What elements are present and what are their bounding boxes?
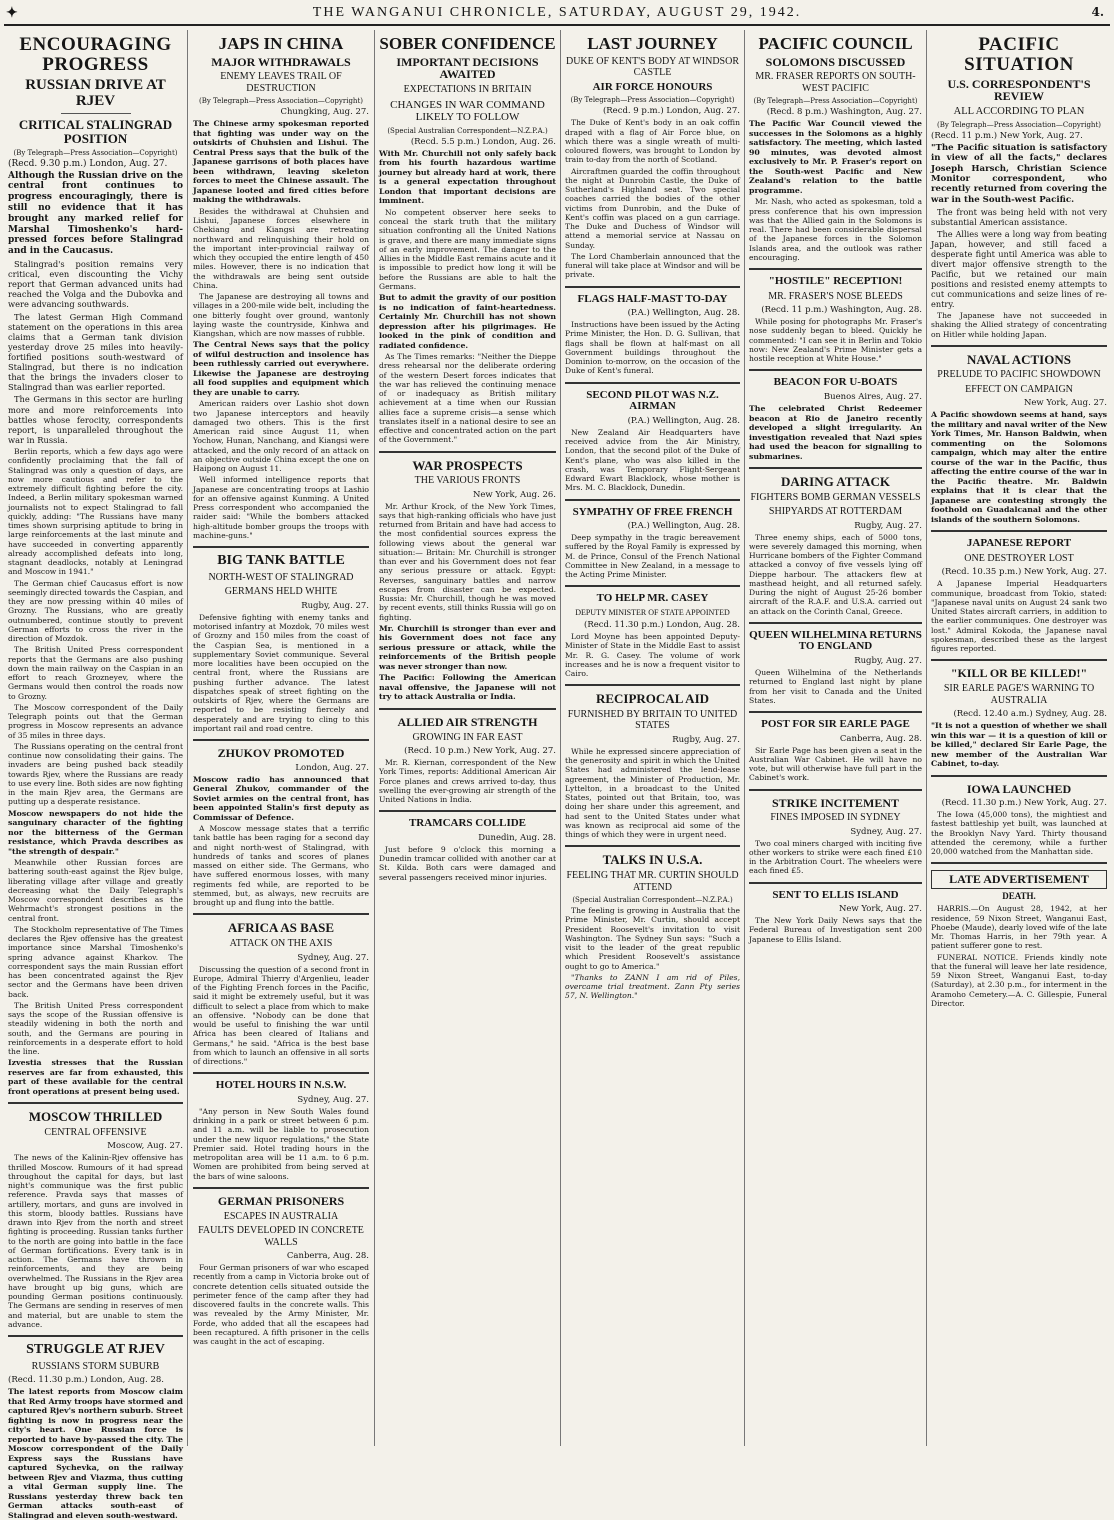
dateline: (P.A.) Wellington, Aug. 28. bbox=[627, 308, 740, 319]
paragraph: Mr. Nash, who acted as spokesman, told a press conference that his own impression was that the Allied gain in the Solomons is real. There had been considerable dispersal of the Japanese forces in the Solomon Islands area, and the outlook was rather encouraging. bbox=[749, 197, 922, 262]
subhead: MAJOR WITHDRAWALS bbox=[211, 54, 351, 69]
paragraph-bold: Izvestia stresses that the Russian reserves are far from exhausted, this part of these available for the central front operations at present being used. bbox=[8, 1058, 183, 1096]
paragraph: The Lord Chamberlain announced that the funeral will take place at Windsor and will be private. bbox=[565, 251, 740, 280]
paragraph: The Iowa (45,000 tons), the mightiest and fastest battleship yet built, was launched at the Brooklyn Navy Yard. Thirty thousand attended the ceremony, while a further 20,000 watched from the Manhattan side. bbox=[931, 810, 1107, 857]
paragraph: Deep sympathy in the tragic bereavement suffered by the Royal Family is expressed by M. de Prince, Consul of the French National Committee in New Zealand, in a message to the Acting Prime Minister. bbox=[565, 533, 740, 580]
paragraph: The Allies were a long way from beating Japan, however, and still faced a desperate fight until America was able to divert major offensive strength to the Pacific, but we retained our main positions and resisted enemy attempts to cut communications and seize lines of re-entry. bbox=[931, 229, 1107, 309]
headline-tramcars-collide: TRAMCARS COLLIDE bbox=[408, 817, 527, 830]
subhead: DUKE OF KENT'S BODY AT WINDSOR CASTLE bbox=[565, 55, 740, 79]
paragraph: Two coal miners charged with inciting five other workers to strike were each fined £10 in the Arbitration Court. The wheelers were each fined £5. bbox=[749, 838, 922, 876]
paragraph: The Stockholm representative of The Times declares the Rjev offensive has the greatest importance since Marshal Timoshenko's spring advance against Kharkov. The correspondent says the main Russian effort has been concentrated against the Rjev sector and the Germans have been driven back. bbox=[8, 924, 183, 999]
headline-to-help-mr-casey: TO HELP MR. CASEY bbox=[596, 592, 709, 605]
headline-sober-confidence: SOBER CONFIDENCE bbox=[379, 34, 556, 53]
headline-beacon-for-u-boats: BEACON FOR U-BOATS bbox=[773, 376, 898, 389]
dateline: (Recd. 12.40 a.m.) Sydney, Aug. 28. bbox=[953, 709, 1107, 720]
dateline: London, Aug. 27. bbox=[295, 762, 369, 773]
headline-daring-attack: DARING ATTACK bbox=[781, 474, 890, 490]
paragraph: Mr. R. Kiernan, correspondent of the New York Times, reports: Additional American Air Force planes and crews arrived to-day, thus swelling the ever-growing air strength of the United Nations in India. bbox=[379, 758, 556, 805]
dateline: (P.A.) Wellington, Aug. 28. bbox=[627, 521, 740, 532]
subhead: ENEMY LEAVES TRAIL OF DESTRUCTION bbox=[220, 71, 342, 94]
dateline: (Recd. 9.30 p.m.) London, Aug. 27. bbox=[8, 158, 168, 169]
advertisement: "Thanks to ZANN I am rid of Piles, overcame trial treatment. Zann Pty series 57, N. Wellington." bbox=[565, 972, 740, 1001]
subhead: SHIPYARDS AT ROTTERDAM bbox=[768, 506, 903, 518]
column-2 bbox=[193, 32, 369, 1446]
dateline: Canberra, Aug. 28. bbox=[286, 1251, 369, 1261]
paragraph-bold: Moscow radio has announced that General Zhukov, commander of the Soviet armies on the central front, has been appointed Stalin's first deputy as Commissar of Defence. bbox=[193, 774, 369, 822]
paragraph: A Japanese Imperial Headquarters communique, broadcast from Tokio, stated: "Japanese naval units on August 24 sank two United States aircraft carriers, in addition to the earlier communiques. One destroyer was lost." Admiral Kokoda, the Japanese naval spokesman, described these as the largest figures reported. bbox=[931, 579, 1107, 654]
paragraph: No competent observer here seeks to conceal the stark truth that the military situation confronting all the United Nations is grave, and there are many immediate signs of an early improvement. The danger to the Allies in the Middle East remains acute and it is impossible to predict how long it will be before the Russians are able to halt the Germans. bbox=[379, 207, 556, 291]
subhead: GROWING IN FAR EAST bbox=[412, 731, 523, 743]
subhead: MR. FRASER'S NOSE BLEEDS bbox=[768, 290, 903, 302]
subhead: ONE DESTROYER LOST bbox=[964, 552, 1074, 564]
subhead: CHANGES IN WAR COMMAND LIKELY TO FOLLOW bbox=[390, 98, 545, 124]
dateline: (Recd. 11.30 p.m.) London, Aug. 28. bbox=[584, 620, 740, 631]
paragraph: The New York Daily News says that the Federal Bureau of Investigation sent 200 Japanese to Ellis Island. bbox=[749, 916, 922, 944]
paragraph: The news of the Kalinin-Rjev offensive has thrilled Moscow. Rumours of it had spread throughout the capital for days, but last night's communique was the first public reference. Pravda says that masses of artillery, mortars, and guns are involved in this storm, bloody battles. Russians have drawn into Rjev from the north and street fighting is proceeding. Russian tanks further to the north are going into battle in the face of German fortifications. Every tank is in action. The Germans have thrown in reinforcements, and they are being overwhelmed. The Russians in the Rjev area have brought up big guns, which are pounding German positions continuously. The Germans are sending in reserves of men and material, but are unable to stem the advance. bbox=[8, 1153, 183, 1329]
paragraph: Discussing the question of a second front in Europe, Admiral Thierry d'Argenlieu, leader of the Fighting French forces in the Pacific, said it might be extremely useful, but it was difficult to select a place from which to make an offensive. "Nobody can be done that would be useful to finishing the war until Africa has been cleared of Italians and Germans," he said. "Africa is the best base from which to launch an offensive in all sorts of directions." bbox=[193, 964, 369, 1067]
dateline: New York, Aug. 27. bbox=[838, 904, 922, 915]
subhead: GERMANS HELD WHITE bbox=[224, 586, 338, 598]
subhead: RUSSIANS STORM SUBURB bbox=[31, 1360, 160, 1372]
headline-hotel-hours: HOTEL HOURS IN N.S.W. bbox=[215, 1079, 347, 1092]
dateline: Moscow, Aug. 27. bbox=[107, 1141, 183, 1152]
headline-pacific-council: PACIFIC COUNCIL bbox=[758, 34, 913, 53]
paragraph: American raiders over Lashio shot down two Japanese interceptors and heavily damaged two others. This is the first American raid since August 11, when Yochow, Hunan, Nanchang, and Kiangsi were attacked, and the only record of an attack on an objective outside China except the one on Haipong on August 11. bbox=[193, 399, 369, 474]
paragraph: "Any person in New South Wales found drinking in a park or street between 6 p.m. and 11 a.m. will be liable to prosecution under the new liquor regulations," the State Premier said. Hotel trading hours in the metropolitan area will be 11 a.m. to 6 p.m. Women are prohibited from being served at the bars of wine saloons. bbox=[193, 1106, 369, 1181]
headline-iowa-launched: IOWA LAUNCHED bbox=[966, 781, 1072, 796]
paragraph: The Russians operating on the central front continue now consolidating their gains. The invaders are being pushed back steadily towards Rjev, where the Russians are ready to use every line. Both sides are now fighting in the main Rjev area, the Germans are putting up a desperate resistance. bbox=[8, 741, 183, 807]
paragraph: While he expressed sincere appreciation of the generosity and spirit in which the United States had administered the lend-lease agreement, the Minister of Production, Mr. Lyttelton, in a broadcast to the United States, pointed out that Britain, too, was doing her share under this agreement, and had sent to the United States under what was known as reciprocal aid some of the things of which they were in urgent need. bbox=[565, 746, 740, 840]
subhead: FEELING THAT MR. CURTIN SHOULD ATTEND bbox=[566, 870, 739, 893]
paragraph: The German chief Caucasus effort is now seemingly directed towards the Caspian, and they are now pressing within 40 miles of Grozny. The Russians, who are greatly outnumbered, continue stoutly to prevent German efforts to cross the river in the direction of Mozdok. bbox=[8, 578, 183, 643]
paragraph: Stalingrad's position remains very critical, even discounting the Vichy report that German advanced units had reached the Volga and the Dubovka and were advancing southwards. bbox=[8, 259, 183, 310]
column-6 bbox=[931, 32, 1107, 1446]
column-rule bbox=[560, 30, 561, 1446]
credit-line: (Special Australian Correspondent—N.Z.P.A.) bbox=[387, 126, 548, 135]
headline-last-journey: LAST JOURNEY bbox=[587, 34, 718, 53]
subhead: SIR EARLE PAGE'S WARNING TO AUSTRALIA bbox=[943, 683, 1095, 706]
subhead: ALL ACCORDING TO PLAN bbox=[953, 106, 1085, 118]
paragraph-bold: A Pacific showdown seems at hand, says the military and naval writer of the New York Times, Mr. Hanson Baldwin, when commenting on the Solomons campaign, which may alter the entire course of the war in the Pacific, thus affecting the entire course of the war in the Pacific theatre. Mr. Baldwin explains that it is clear that the Japanese are contesting strongly the foothold on Guadalcanal and the other islands of the southern Solomons. bbox=[931, 410, 1107, 524]
paragraph: Lord Moyne has been appointed Deputy-Minister of State in the Middle East to assist Mr. R. G. Casey. The volume of work increases and he is now a frequent visitor to Cairo. bbox=[565, 632, 740, 679]
paragraph: The front was being held with not very substantial American assistance. bbox=[931, 207, 1107, 227]
dateline: Sydney, Aug. 27. bbox=[850, 826, 922, 837]
paragraph: Sir Earle Page has been given a seat in the Australian War Cabinet. He will have no vote, but will otherwise have full part in the Cabinet's work. bbox=[749, 745, 922, 783]
subhead: IMPORTANT DECISIONS AWAITED bbox=[396, 54, 539, 82]
subhead: FINES IMPOSED IN SYDNEY bbox=[770, 812, 901, 824]
dateline: (Recd. 11.30 p.m.) New York, Aug. 27. bbox=[941, 798, 1107, 809]
column-rule bbox=[187, 30, 188, 1446]
column-3 bbox=[379, 32, 556, 1446]
paragraph: The feeling is growing in Australia that the Prime Minister, Mr. Curtin, should accept President Roosevelt's invitation to visit Washington. The Sydney Sun says: "Such a visit to the leader of the great republic which President Roosevelt's assistance ought to go to America." bbox=[565, 906, 740, 971]
subhead: THE VARIOUS FRONTS bbox=[414, 475, 521, 487]
dateline: Rugby, Aug. 27. bbox=[854, 520, 922, 531]
dateline: Rugby, Aug. 27. bbox=[301, 600, 369, 611]
subhead: SOLOMONS DISCUSSED bbox=[765, 54, 906, 69]
column-rule bbox=[374, 30, 375, 1446]
headline-hostile-reception: "HOSTILE" RECEPTION! bbox=[768, 275, 903, 288]
paragraph: Berlin reports, which a few days ago were confidently proclaiming that the fall of Stalingrad was only a question of days, are now more cautious and refer to the extremely difficult fighting before the city. Indeed, a Berlin military spokesman warned journalists not to expect Stalingrad to fall quickly, adding: "The Russians have many times shown surprising aptitude to bring in large reinforcements at the last minute and have succeeded in converting apparently already accomplished defeats into long, stagnant deadlocks, notably at Leningrad and Moscow in 1941." bbox=[8, 447, 183, 577]
headline-flags-half-mast: FLAGS HALF-MAST TO-DAY bbox=[577, 292, 728, 305]
credit-line: (By Telegraph—Press Association—Copyright) bbox=[570, 96, 735, 105]
headline-post-for-sir-earle-page: POST FOR SIR EARLE PAGE bbox=[761, 718, 910, 731]
paragraph: Just before 9 o'clock this morning a Dunedin tramcar collided with another car at St. Kilda. Both cars were damaged and several passengers received minor injuries. bbox=[379, 844, 556, 882]
paragraph: As The Times remarks: "Neither the Dieppe dress rehearsal nor the deliberate ordering of the western Desert forces indicates that the war has relieved the continuing menace of or inadequacy as British military achievement at a time when our Russian allies face a supreme crisis—a sense which translates itself in a national desire to see an effective and concentrated action on the part of the Government." bbox=[379, 352, 556, 445]
headline-zhukov-promoted: ZHUKOV PROMOTED bbox=[217, 746, 345, 761]
headline-german-prisoners: GERMAN PRISONERS bbox=[217, 1193, 345, 1208]
subhead: FIGHTERS BOMB GERMAN VESSELS bbox=[750, 491, 921, 503]
paragraph-bold: "It is not a question of whether we shall win this war — it is a question of kill or be killed," declared Sir Earle Page, the new member of the Australian War Cabinet, to-day. bbox=[931, 721, 1107, 769]
headline-pacific-situation: PACIFIC SITUATION bbox=[964, 34, 1074, 75]
death-heading: DEATH. bbox=[1002, 890, 1036, 901]
credit-line: (By Telegraph—Press Association—Copyright) bbox=[13, 148, 178, 157]
dateline: (Recd. 8 p.m.) Washington, Aug. 27. bbox=[766, 107, 922, 118]
dateline: Buenos Aires, Aug. 27. bbox=[823, 392, 922, 403]
subhead-russian-drive: RUSSIAN DRIVE AT RJEV bbox=[25, 76, 166, 109]
subhead: ESCAPES IN AUSTRALIA bbox=[223, 1210, 339, 1222]
column-5 bbox=[749, 32, 922, 1446]
paragraph: Well informed intelligence reports that Japanese are concentrating troops at Lashio for an offensive against Kunming. A United Press correspondent who accompanied the raider said: "While the bombers attacked high-altitude bomber groups the troops with machine-guns." bbox=[193, 475, 369, 540]
lead-paragraph: The Pacific War Council viewed the successes in the Solomons as a highly satisfactory. The meeting, which lasted 90 minutes, was devoted almost exclusively to Mr. P. Fraser's report on the South-west Pacific and New Zealand's relation to the battle programme. bbox=[749, 119, 922, 195]
subhead: CENTRAL OFFENSIVE bbox=[44, 1126, 147, 1138]
paragraph-bold: Moscow newspapers do not hide the sanguinary character of the fighting nor the bitterness of the German resistance, which Pravda describes as "the strength of despair." bbox=[8, 808, 183, 856]
dateline: Dunedin, Aug. 28. bbox=[478, 832, 556, 843]
paragraph: Defensive fighting with enemy tanks and motorised infantry at Mozdok, 70 miles west of Grozny and 150 miles from the coast of the Caspian Sea, is mentioned in a supplementary Soviet communique. Several more localities have been occupied on the central front, where the Russians are pushing further advance. The latest dispatches speak of street fighting on the outskirts of Rjev, where the Germans are reported to be resisting fiercely and desperately and are trying to cling to this important rail and road centre. bbox=[193, 612, 369, 733]
dateline: (Recd. 11 p.m.) Washington, Aug. 28. bbox=[761, 305, 922, 316]
page-number: 4. bbox=[1091, 5, 1104, 19]
paragraph: The British United Press correspondent says the scope of the Russian offensive is steadily widening in both the north and south, and the Germans are pouring in reinforcements in a desperate effort to hold the line. bbox=[8, 1000, 183, 1056]
headline-queen-wilhelmina: QUEEN WILHELMINA RETURNS TO ENGLAND bbox=[749, 628, 922, 653]
paragraph-bold: The latest reports from Moscow claim that Red Army troops have stormed and captured Rjev's northern suburb. Street fighting is now in progress near the city's heart. One Russian force is reported to have by-passed the city. The Moscow correspondent of the Daily Express says the Russians have captured Sychevka, on the railway between Rjev and Viazma, thus cutting a vital German supply line. The Russians yesterday threw back ten German attacks south-east of Stalingrad and eleven south-westward. bbox=[8, 1387, 183, 1520]
headline-encouraging-progress: ENCOURAGING PROGRESS bbox=[19, 34, 172, 75]
paragraph: Mr. Arthur Krock, of the New York Times, says that high-ranking officials who have just returned from Britain and have had access to the most confidential sources express the following views about the general war situation:— Britain: Mr. Churchill is stronger than ever and his Government does not fear any serious pressure or attack. Egypt: Reverses, sanguinary battles and narrow escapes from disaster can be expected. Russia: Mr. Churchill, though he was moved by recent events, still thinks Russia will go on fighting. bbox=[379, 501, 556, 622]
subhead-stalingrad: CRITICAL STALINGRAD POSITION bbox=[18, 117, 173, 147]
subhead: FAULTS DEVELOPED IN CONCRETE WALLS bbox=[198, 1225, 364, 1248]
paragraph-bold: Mr. Churchill is stronger than ever and his Government does not face any serious pressure or attack, while the reinforcements of the British people was never stronger than now. bbox=[379, 623, 556, 671]
paragraph-bold: The celebrated Christ Redeemer beacon at Rio de Janeiro recently developed a slight irregularity. An investigation revealed that Nazi spies had used the beacon for signalling to submarines. bbox=[749, 404, 922, 461]
dateline: Canberra, Aug. 28. bbox=[839, 733, 922, 744]
headline-africa-as-base: AFRICA AS BASE bbox=[227, 920, 335, 936]
corner-mark: ✦ bbox=[6, 5, 18, 21]
paragraph: Aircraftmen guarded the coffin throughout the night at Dunrobin Castle, the Duke of Sutherland's Highland seat. Two special coaches carried the bodies of the other victims from Dunrobin, and the Duke of Kent's coffin was placed on a gun carriage. The Duke and Duchess of Windsor will attend a memorial service at Nassau on Sunday. bbox=[565, 166, 740, 250]
subhead: FURNISHED BY BRITAIN TO UNITED STATES bbox=[567, 708, 738, 732]
subhead: AIR FORCE HONOURS bbox=[592, 80, 713, 93]
dateline: (Recd. 10.35 p.m.) New York, Aug. 27. bbox=[941, 567, 1107, 578]
paragraph: Meanwhile other Russian forces are battering south-east against the Rjev bulge, liberating village after village and greatly decreasing what the Daily Telegraph's Moscow correspondent describes as the Wehrmacht's strongest positions in the central front. bbox=[8, 858, 183, 923]
dateline: (P.A.) Wellington, Aug. 28. bbox=[627, 415, 740, 426]
dateline: (Recd. 11.30 p.m.) London, Aug. 28. bbox=[8, 1375, 164, 1386]
credit-line: (By Telegraph—Press Association—Copyright) bbox=[199, 97, 363, 106]
dateline: Chungking, Aug. 27. bbox=[280, 107, 369, 118]
column-rule bbox=[744, 30, 745, 1446]
masthead bbox=[0, 2, 1114, 24]
subhead: NORTH-WEST OF STALINGRAD bbox=[208, 571, 354, 583]
column-4 bbox=[565, 32, 740, 1446]
paragraph: New Zealand Air Headquarters have received advice from the Air Ministry, London, that the second pilot of the Duke of Kent's plane, who was also killed in the crash, was Temporary Flight-Sergeant Edward Ewart Blacklock, whose mother is Mrs. M. C. Blacklock, Dunedin. bbox=[565, 427, 740, 493]
subhead: ATTACK ON THE AXIS bbox=[229, 938, 333, 950]
paragraph-bold: The Pacific: Following the American naval offensive, the Japanese will not try to attack Australia or India. bbox=[379, 673, 556, 702]
headline-moscow-thrilled: MOSCOW THRILLED bbox=[28, 1109, 163, 1125]
paragraph: The Germans in this sector are hurling more and more reinforcements into battles whose ferocity, correspondents report, is unparalleled throughout the war in Russia. bbox=[8, 394, 183, 445]
column-rule bbox=[926, 30, 927, 1446]
headline-talks-in-usa: TALKS IN U.S.A. bbox=[602, 852, 703, 868]
subhead: EXPECTATIONS IN BRITAIN bbox=[403, 84, 532, 96]
headline-japanese-report: JAPANESE REPORT bbox=[966, 537, 1072, 550]
headline-big-tank-battle: BIG TANK BATTLE bbox=[217, 553, 345, 569]
dateline: Rugby, Aug. 27. bbox=[672, 734, 740, 745]
headline-strike-incitement: STRIKE INCITEMENT bbox=[771, 795, 900, 810]
paragraph: A Moscow message states that a terrific tank battle has been raging for a second day and night north-west of Stalingrad, with hundreds of tanks and scores of planes massed on either side. The Germans, who have suffered enormous losses, with many regiments fed while, are reported to be stemmed, but, as always, new recruits are brought up and flung into the battle. bbox=[193, 824, 369, 908]
headline-sent-to-ellis-island: SENT TO ELLIS ISLAND bbox=[772, 888, 899, 901]
late-advertisement-heading: LATE ADVERTISEMENT bbox=[931, 870, 1107, 889]
headline-struggle-at-rjev: STRUGGLE AT RJEV bbox=[26, 1342, 165, 1358]
headline-reciprocal-aid: RECIPROCAL AID bbox=[595, 691, 710, 707]
column-1 bbox=[8, 32, 183, 1520]
paragraph: Four German prisoners of war who escaped recently from a camp in Victoria broke out of concrete detention cells situated outside the perimeter fence of the camp after they had discovered faults in the concrete walls. This was revealed by the Army Minister, Mr. Forde, who added that all the escapees had been recaptured. A fifth prisoner in the cells was caught in the act of escaping. bbox=[193, 1263, 369, 1346]
paragraph-bold: The Central News says that the policy of wilful destruction and insolence has been ruthlessly carried out everywhere. Likewise the Japanese are destroying all food supplies and equipment which they are unable to carry. bbox=[193, 340, 369, 397]
headline-sympathy-free-french: SYMPATHY OF FREE FRENCH bbox=[572, 505, 733, 518]
subhead: MR. FRASER REPORTS ON SOUTH-WEST PACIFIC bbox=[755, 71, 916, 94]
dateline: Sydney, Aug. 27. bbox=[297, 1094, 369, 1105]
headline-kill-or-be-killed: "KILL OR BE KILLED!" bbox=[950, 666, 1088, 681]
headline-japs-in-china: JAPS IN CHINA bbox=[218, 34, 344, 53]
paragraph: The Japanese have not succeeded in shaking the Allied strategy of concentrating on Hitler while holding Japan. bbox=[931, 311, 1107, 339]
dateline: New York, Aug. 26. bbox=[472, 489, 556, 500]
paragraph: Three enemy ships, each of 5000 tons, were severely damaged this morning, when Hurricane bombers of the Fighter Command attacked a convoy of five vessels lying off Dieppe harbour. The attackers flew at masthead height, and all returned safely. During the night of August 25-26 bomber aircraft of the R.A.F. and U.S.A. carried out an attack on the Corinth Canal, Greece. bbox=[749, 532, 922, 616]
funeral-notice: FUNERAL NOTICE. Friends kindly note that the funeral will leave her late residence, 59 Nixon Street, Wanganui East, to-day (Saturday), at 2.30 p.m., for interment in the Aramoho Cemetery.—A. C. Gillespie, Funeral Director. bbox=[931, 952, 1107, 1008]
paragraph: The Japanese are destroying all towns and villages in a 200-mile wide belt, including the one bitterly fought over ground, wantonly laying waste the countryside, Kinhwa and Kiangshan, which are now masses of rubble. bbox=[193, 292, 369, 339]
credit-line: (Special Australian Correspondent—N.Z.P.A.) bbox=[572, 896, 733, 905]
death-notice: HARRIS.—On August 28, 1942, at her residence, 59 Nixon Street, Wanganui East, Phoebe (Maude), dearly loved wife of the late Mr. Thomas Harris, in her 79th year. A patient sufferer gone to rest. bbox=[931, 904, 1107, 951]
dateline: (Recd. 10 p.m.) New York, Aug. 27. bbox=[404, 746, 556, 757]
lead-paragraph: Although the Russian drive on the central front continues to progress encouragingly, there is still no evidence that it has brought any marked relief for Marshal Timoshenko's hard-pressed forces before Stalingrad and in the Caucasus. bbox=[8, 170, 183, 257]
paragraph: The Moscow correspondent of the Daily Telegraph points out that the German progress in Moscow represents an advance of 35 miles in three days. bbox=[8, 702, 183, 740]
lead-paragraph: The Duke of Kent's body in an oak coffin draped with a flag of Air Force blue, on which there was a single wreath of multi-coloured flowers, was brought to London by train to-day from the north of Scotland. bbox=[565, 118, 740, 165]
newspaper-title: THE WANGANUI CHRONICLE, SATURDAY, AUGUST 29, 1942. bbox=[312, 5, 802, 20]
dateline: Rugby, Aug. 27. bbox=[854, 656, 922, 667]
paragraph: Instructions have been issued by the Acting Prime Minister, the Hon. D. G. Sullivan, that flags shall be flown at half-mast on all Government buildings throughout the Dominion to-morrow, on the occasion of the Duke of Kent's funeral. bbox=[565, 320, 740, 376]
subhead: EFFECT ON CAMPAIGN bbox=[965, 383, 1073, 395]
lead-paragraph: "The Pacific situation is satisfactory in view of all the facts," declares Joseph Harsch, Christian Science Monitor correspondent, who recently returned from covering the war in the South-west Pacific. bbox=[931, 143, 1107, 205]
paragraph: Queen Wilhelmina of the Netherlands returned to England last night by plane from her visit to Canada and the United States. bbox=[749, 668, 922, 705]
masthead-rule bbox=[4, 24, 1110, 26]
subhead: PRELUDE TO PACIFIC SHOWDOWN bbox=[937, 369, 1101, 381]
paragraph: The British United Press correspondent reports that the Germans are also pushing down the main railway on the Caspian in an effort to reach Grozneyev, where the Germans would then control the roads now to Grozny. bbox=[8, 645, 183, 701]
paragraph-bold: But to admit the gravity of our position is no indication of faint-heartedness. Certainly Mr. Churchill has not shown depression after his pilgrimages. He looked in the pink of condition and radiated confidence. bbox=[379, 293, 556, 350]
credit-line: (By Telegraph—Press Association—Copyright) bbox=[937, 121, 1101, 130]
dateline: Sydney, Aug. 27. bbox=[297, 952, 369, 963]
lead-paragraph: The Chinese army spokesman reported that fighting was under way on the outskirts of Chuhsien and Lishui. The Central Press says that the bulk of the Japanese garrisons of both places have been withdrawn, leaving skeleton forces to meet the Chinese assault. The Japanese looted and fired cities before making the withdrawals. bbox=[193, 119, 369, 205]
paragraph: While posing for photographs Mr. Fraser's nose suddenly began to bleed. Quickly he commented: "I can see it in Berlin and Tokio now: New Zealand's Prime Minister gets a hostile reception at White House." bbox=[749, 317, 922, 364]
headline-war-prospects: WAR PROSPECTS bbox=[412, 457, 523, 473]
dateline: (Recd. 11 p.m.) New York, Aug. 27. bbox=[931, 131, 1083, 142]
lead-paragraph: With Mr. Churchill not only safely back from his fourth hazardous wartime journey but already hard at work, there is a general expectation throughout London that important decisions are imminent. bbox=[379, 148, 556, 206]
paragraph: The latest German High Command statement on the operations in this area claims that a German tank division yesterday drove 25 miles into heavily-fortified positions south-westward of Stalingrad, but there is no indication that the brings the invaders closer to Stalingrad than was earlier reported. bbox=[8, 311, 183, 393]
dateline: (Recd. 9 p.m.) London, Aug. 27. bbox=[602, 106, 740, 117]
dateline: (Recd. 5.5 p.m.) London, Aug. 26. bbox=[410, 136, 556, 147]
dateline: New York, Aug. 27. bbox=[1023, 398, 1107, 409]
subhead: DEPUTY MINISTER OF STATE APPOINTED bbox=[575, 607, 730, 617]
paragraph: Besides the withdrawal at Chuhsien and Lishui, Japanese forces elsewhere in Chekiang and Kiangsi are retreating northward and relinquishing their hold on the important inter-provincial railway of which they occupied the entire length of 450 miles. However, there is no indication that the withdrawals are being sent outside China. bbox=[193, 206, 369, 290]
subhead: U.S. CORRESPONDENT'S REVIEW bbox=[947, 76, 1091, 104]
headline-second-pilot: SECOND PILOT WAS N.Z. AIRMAN bbox=[586, 388, 719, 413]
headline-naval-actions: NAVAL ACTIONS bbox=[967, 351, 1071, 367]
credit-line: (By Telegraph—Press Association—Copyright) bbox=[753, 97, 918, 106]
headline-allied-air-strength: ALLIED AIR STRENGTH bbox=[397, 714, 538, 729]
